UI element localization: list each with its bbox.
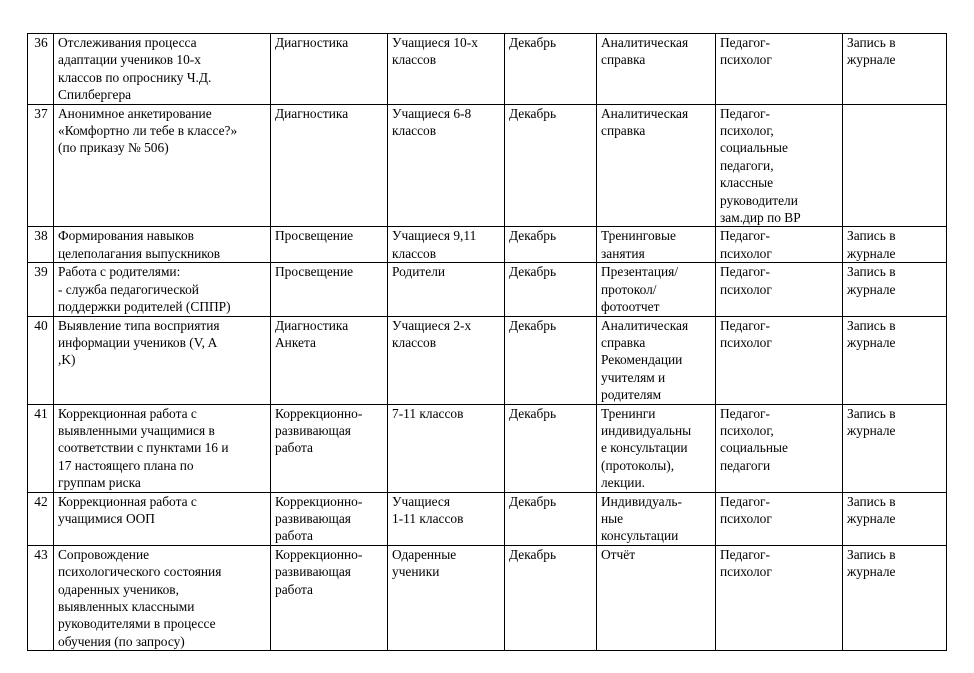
table-row: [28, 316, 947, 404]
event-cell: Коррекционная работа с выявленными учащимися в соответствии с пунктами 16 и 17 настоящего плана по группам риска: [54, 404, 271, 492]
month-cell: Декабрь: [505, 34, 597, 105]
month-cell: Декабрь: [505, 316, 597, 404]
row-number: 38: [28, 227, 54, 263]
table-row: [28, 227, 947, 263]
type-cell: Коррекционно- развивающая работа: [271, 545, 388, 650]
form-cell: Аналитическая справка Рекомендации учителям и родителям: [597, 316, 716, 404]
type-cell: Просвещение: [271, 263, 388, 316]
form-cell: Индивидуаль- ные консультации: [597, 492, 716, 545]
row-number: 41: [28, 404, 54, 492]
responsible-cell: Педагог- психолог, социальные педагоги, классные руководители зам.дир по ВР: [716, 104, 843, 227]
row-number: 40: [28, 316, 54, 404]
report-cell: Запись в журнале: [843, 404, 947, 492]
event-cell: Формирования навыков целеполагания выпускников: [54, 227, 271, 263]
event-cell: Анонимное анкетирование «Комфортно ли тебе в классе?» (по приказу № 506): [54, 104, 271, 227]
event-cell: Сопровождение психологического состояния одаренных учеников, выявленных классными руководителями в процессе обучения (по запросу): [54, 545, 271, 650]
table-row: [28, 34, 947, 105]
responsible-cell: Педагог- психолог: [716, 316, 843, 404]
audience-cell: Родители: [388, 263, 505, 316]
type-cell: Диагностика: [271, 34, 388, 105]
form-cell: Презентация/ протокол/ фотоотчет: [597, 263, 716, 316]
form-cell: Аналитическая справка: [597, 104, 716, 227]
report-cell: [843, 104, 947, 227]
table-row: [28, 404, 947, 492]
audience-cell: Учащиеся 1-11 классов: [388, 492, 505, 545]
type-cell: Коррекционно- развивающая работа: [271, 404, 388, 492]
event-cell: Выявление типа восприятия информации учеников (V, A ,K): [54, 316, 271, 404]
activity-plan-table: [27, 33, 947, 651]
month-cell: Декабрь: [505, 492, 597, 545]
responsible-cell: Педагог- психолог, социальные педагоги: [716, 404, 843, 492]
row-number: 36: [28, 34, 54, 105]
table-row: [28, 492, 947, 545]
event-cell: Работа с родителями: - служба педагогической поддержки родителей (СППР): [54, 263, 271, 316]
event-cell: Коррекционная работа с учащимися ООП: [54, 492, 271, 545]
responsible-cell: Педагог- психолог: [716, 263, 843, 316]
table-body: [28, 34, 947, 651]
row-number: 39: [28, 263, 54, 316]
report-cell: Запись в журнале: [843, 545, 947, 650]
type-cell: Диагностика: [271, 104, 388, 227]
month-cell: Декабрь: [505, 404, 597, 492]
table-row: [28, 263, 947, 316]
responsible-cell: Педагог- психолог: [716, 227, 843, 263]
row-number: 37: [28, 104, 54, 227]
audience-cell: Одаренные ученики: [388, 545, 505, 650]
report-cell: Запись в журнале: [843, 492, 947, 545]
form-cell: Аналитическая справка: [597, 34, 716, 105]
report-cell: Запись в журнале: [843, 227, 947, 263]
report-cell: Запись в журнале: [843, 316, 947, 404]
month-cell: Декабрь: [505, 263, 597, 316]
month-cell: Декабрь: [505, 104, 597, 227]
type-cell: Просвещение: [271, 227, 388, 263]
audience-cell: Учащиеся 9,11 классов: [388, 227, 505, 263]
row-number: 42: [28, 492, 54, 545]
audience-cell: 7-11 классов: [388, 404, 505, 492]
audience-cell: Учащиеся 10-х классов: [388, 34, 505, 105]
month-cell: Декабрь: [505, 545, 597, 650]
form-cell: Тренинговые занятия: [597, 227, 716, 263]
report-cell: Запись в журнале: [843, 263, 947, 316]
event-cell: Отслеживания процесса адаптации учеников 10-х классов по опроснику Ч.Д. Спилбергера: [54, 34, 271, 105]
audience-cell: Учащиеся 2-х классов: [388, 316, 505, 404]
table-row: [28, 104, 947, 227]
responsible-cell: Педагог- психолог: [716, 34, 843, 105]
month-cell: Декабрь: [505, 227, 597, 263]
type-cell: Коррекционно- развивающая работа: [271, 492, 388, 545]
audience-cell: Учащиеся 6-8 классов: [388, 104, 505, 227]
responsible-cell: Педагог- психолог: [716, 545, 843, 650]
row-number: 43: [28, 545, 54, 650]
form-cell: Тренинги индивидуальны е консультации (протоколы), лекции.: [597, 404, 716, 492]
report-cell: Запись в журнале: [843, 34, 947, 105]
table-row: [28, 545, 947, 650]
type-cell: Диагностика Анкета: [271, 316, 388, 404]
responsible-cell: Педагог- психолог: [716, 492, 843, 545]
form-cell: Отчёт: [597, 545, 716, 650]
